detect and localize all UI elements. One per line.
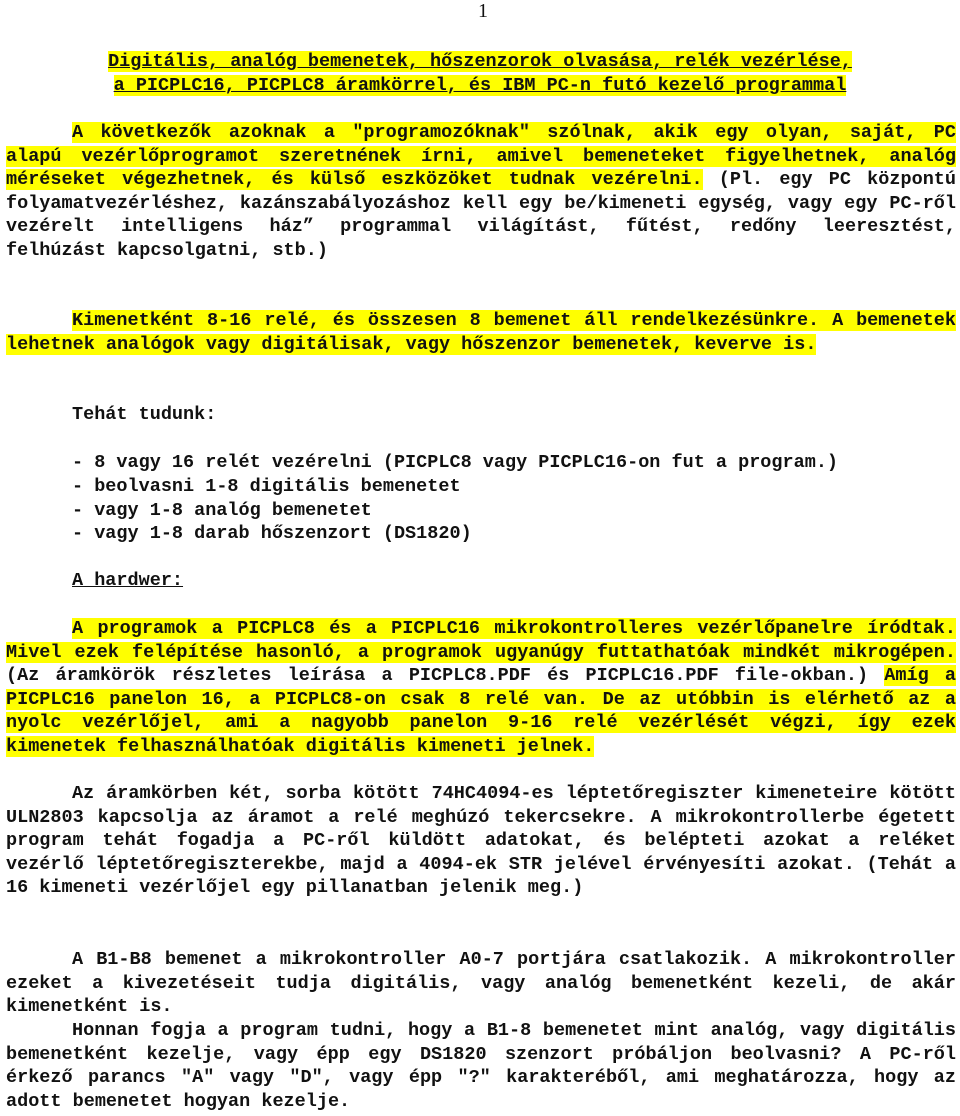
- title-line-1: Digitális, analóg bemenetek, hőszenzorok olvasása, relék vezérlése,: [108, 51, 852, 72]
- question-paragraph: Honnan fogja a program tudni, hogy a B1-8 bemenetet mint analóg, vagy digitális bemenetként kezelje, vagy épp egy DS1820 szenzort próbáljon beolvasni? A PC-ről érkező parancs "A" vagy "D", vagy épp "?" karakteréből, ami meghatározza, hogy az adott bemenetet hogyan kezelje.: [6, 1020, 956, 1112]
- so-we-can-label: Tehát tudunk:: [72, 404, 217, 425]
- title-line-2: a PICPLC16, PICPLC8 áramkörrel, és IBM PC-n futó kezelő programmal: [113, 75, 847, 96]
- capability-item: - vagy 1-8 darab hőszenzort (DS1820): [72, 523, 472, 544]
- intro-highlighted-text: A következők azoknak a "programozóknak" szólnak, akik egy olyan, saját, PC alapú vezérlőprogramot szeretnének írni, amivel bemeneteket figyelhetnek, analóg méréseket végezhetnek, és külső eszközöket tudnak vezérelni.: [6, 122, 956, 191]
- intro-plain-text: (Pl. egy PC központú folyamatvezérléshez, kazánszabályozáshoz kell egy be/kimeneti egység, vagy egy PC-ről vezérelt intelligens ház” programmal világítást, fűtést, redőny leeresztést, felhúzást kapcsolgatni, stb.): [6, 169, 957, 261]
- capability-item: - beolvasni 1-8 digitális bemenetet: [72, 476, 461, 497]
- shift-register-paragraph: Az áramkörben két, sorba kötött 74HC4094-es léptetőregiszter kimeneteire kötött ULN2803 kapcsolja az áramot a relé meghúzó tekercsekre. A mikrokontrollerbe égetett program tehát fogadja a PC-ről küldött adatokat, és belépteti azokat a reléket vezérlő léptetőregiszterekbe, majd a 4094-ek STR jelével érvényesíti azokat. (Tehát a 16 kimeneti vezérlőjel egy pillanatban jelenik meg.): [6, 783, 956, 899]
- intro-paragraph: [6, 121, 956, 263]
- capability-item: - 8 vagy 16 relét vezérelni (PICPLC8 vagy PICPLC16-on fut a program.): [72, 452, 839, 473]
- page-number: 1: [478, 0, 488, 22]
- capability-item: - vagy 1-8 analóg bemenetet: [72, 500, 372, 521]
- outputs-paragraph: Kimenetként 8-16 relé, és összesen 8 bemenet áll rendelkezésünkre. A bemenetek lehetnek analógok vagy digitálisak, vagy hőszenzor bemenetek, keverve is.: [6, 310, 956, 355]
- inputs-paragraph: A B1-B8 bemenet a mikrokontroller A0-7 portjára csatlakozik. A mikrokontroller ezeket a kivezetéseit tudja digitális, vagy analóg bemenetként kezeli, de akár kimenetként is.: [6, 949, 956, 1018]
- hardware-paragraph: A programok a PICPLC8 és a PICPLC16 mikrokontrolleres vezérlőpanelre íródtak. Mivel ezek felépítése hasonló, a programok ugyanúgy futtathatóak mindkét mikrogépen. (Az áramkörök részletes leírása a PICPLC8.PDF és PICPLC16.PDF file-okban.) Amíg a PICPLC16 panelon 16, a PICPLC8-on csak 8 relé van. De az utóbbin is elérhető az a nyolc vezérlőjel, ami a nagyobb panelon 9-16 relé vezérlését végzi, így ezek kimenetek felhasználhatóak digitális kimeneti jelnek.: [6, 618, 956, 757]
- hardware-heading: A hardwer:: [72, 570, 184, 591]
